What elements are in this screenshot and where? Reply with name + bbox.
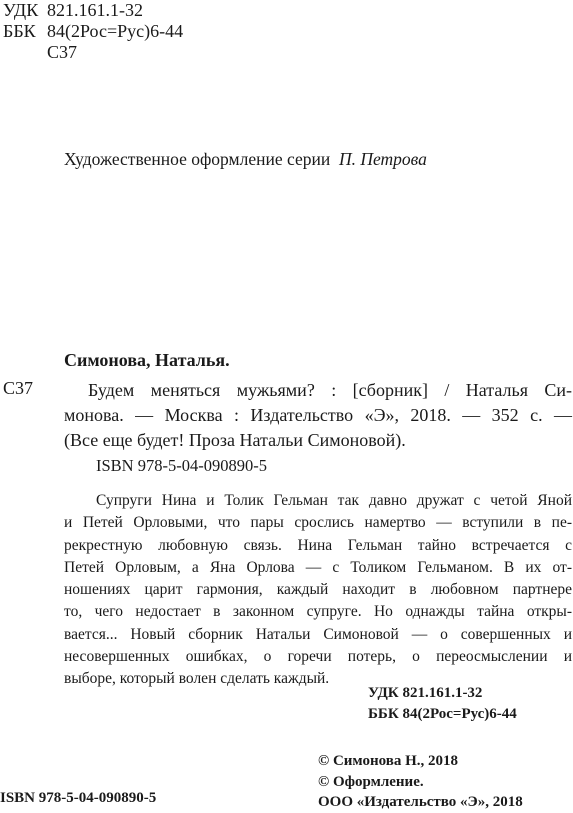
catalog-code: С37 <box>3 378 34 398</box>
bbk-label: ББК <box>3 21 36 41</box>
udk-value: 821.161.1-32 <box>47 0 143 20</box>
biblio-line: Будем меняться мужьями? : [сборник] / Наталья Си- <box>88 380 572 400</box>
series-credit-artist: П. Петрова <box>338 149 427 169</box>
annotation-line: Петей Орловым, а Яна Орлова — с Толиком Гельманом. В их от- <box>64 558 572 576</box>
series-credit-text: Художественное оформление серии <box>64 149 331 169</box>
bbk-line: ББК 84(2Рос=Рус)6-44 <box>368 706 517 722</box>
annotation-line: выборе, который волен сделать каждый. <box>64 670 330 688</box>
biblio-line: монова. — Москва : Издательство «Э», 2018. — 352 с. — <box>64 405 572 425</box>
biblio-line: (Все еще будет! Проза Натальи Симоновой). <box>64 430 406 450</box>
author-heading: Симонова, Наталья. <box>64 350 230 370</box>
annotation-line: вается... Новый сборник Натальи Симоновой — о совершенных и <box>64 625 572 643</box>
bibliographic-description <box>64 378 572 453</box>
bbk-value: 84(2Рос=Рус)6-44 <box>47 21 184 41</box>
udk-line: УДК 821.161.1-32 <box>368 685 483 701</box>
annotation-line: и Петей Орловыми, что пары срослись намертво — вступили в пе- <box>64 514 572 532</box>
annotation-line: Супруги Нина и Толик Гельман так давно дружат с четой Яной <box>96 492 572 509</box>
classification-block <box>3 0 183 63</box>
udc-bbk-block <box>368 683 517 725</box>
author-mark: С37 <box>47 42 78 62</box>
isbn-catalog: ISBN 978-5-04-090890-5 <box>96 456 267 475</box>
copyright-author: © Симонова Н., 2018 <box>318 753 458 769</box>
copyright-block <box>318 751 523 813</box>
copyright-publisher: ООО «Издательство «Э», 2018 <box>318 794 523 810</box>
annotation-line: то, чего недостает в законном супруге. Но однажды тайна откры- <box>64 603 572 621</box>
annotation-line: рекрестную любовную связь. Нина Гельман тайно встречается с <box>64 536 572 554</box>
udk-label: УДК <box>3 0 39 20</box>
series-credit <box>64 149 427 170</box>
copyright-design: © Оформление. <box>318 773 424 790</box>
annotation <box>64 490 572 691</box>
annotation-line: несовершенных ошибках, о горечи потерь, о переосмыслении и <box>64 648 572 666</box>
annotation-line: ношениях царит гармония, каждый находит в любовном партнере <box>64 581 572 599</box>
isbn-bottom: ISBN 978-5-04-090890-5 <box>0 790 157 806</box>
